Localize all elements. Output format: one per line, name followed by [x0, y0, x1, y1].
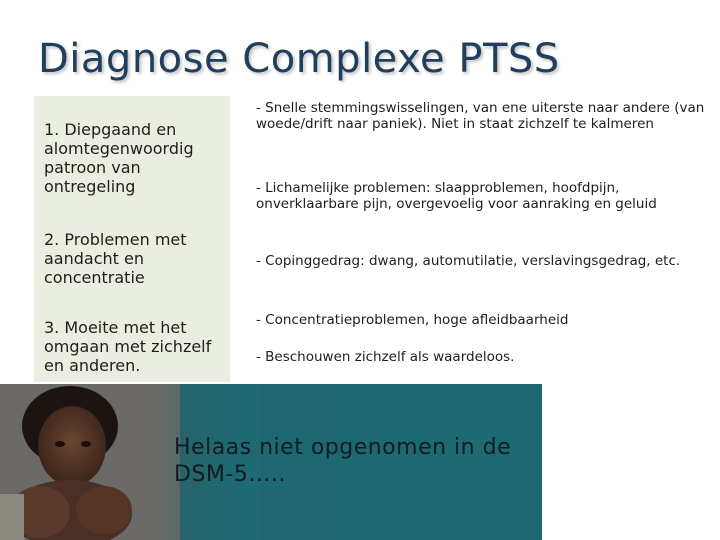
slide-title: Diagnose Complexe PTSS — [38, 36, 560, 82]
symptom-item-5: - Beschouwen zichzelf als waardeloos. — [256, 349, 515, 365]
symptom-item-3: - Copinggedrag: dwang, automutilatie, verslavingsgedrag, etc. — [256, 253, 681, 269]
symptom-item-1: - Snelle stemmingswisselingen, van ene uiterste naar andere (van woede/drift naar paniek). Niet in staat zichzelf te kalmeren — [256, 100, 705, 132]
symptom-item-2: - Lichamelijke problemen: slaapproblemen, hoofdpijn, onverklaarbare pijn, overgevoelig voor aanraking en geluid — [256, 180, 657, 212]
left-criteria-panel — [34, 96, 230, 382]
child-photo-panel — [0, 384, 542, 540]
criterion-item-3: 3. Moeite met het omgaan met zichzelf en anderen. — [44, 318, 212, 375]
criterion-item-2: 2. Problemen met aandacht en concentratie — [44, 230, 187, 287]
symptom-item-4: - Concentratieproblemen, hoge afleidbaarheid — [256, 312, 569, 328]
criterion-item-1: 1. Diepgaand en alomtegenwoordig patroon van ontregeling — [44, 120, 194, 196]
dsm-callout-text: Helaas niet opgenomen in de DSM-5….. — [174, 435, 512, 487]
